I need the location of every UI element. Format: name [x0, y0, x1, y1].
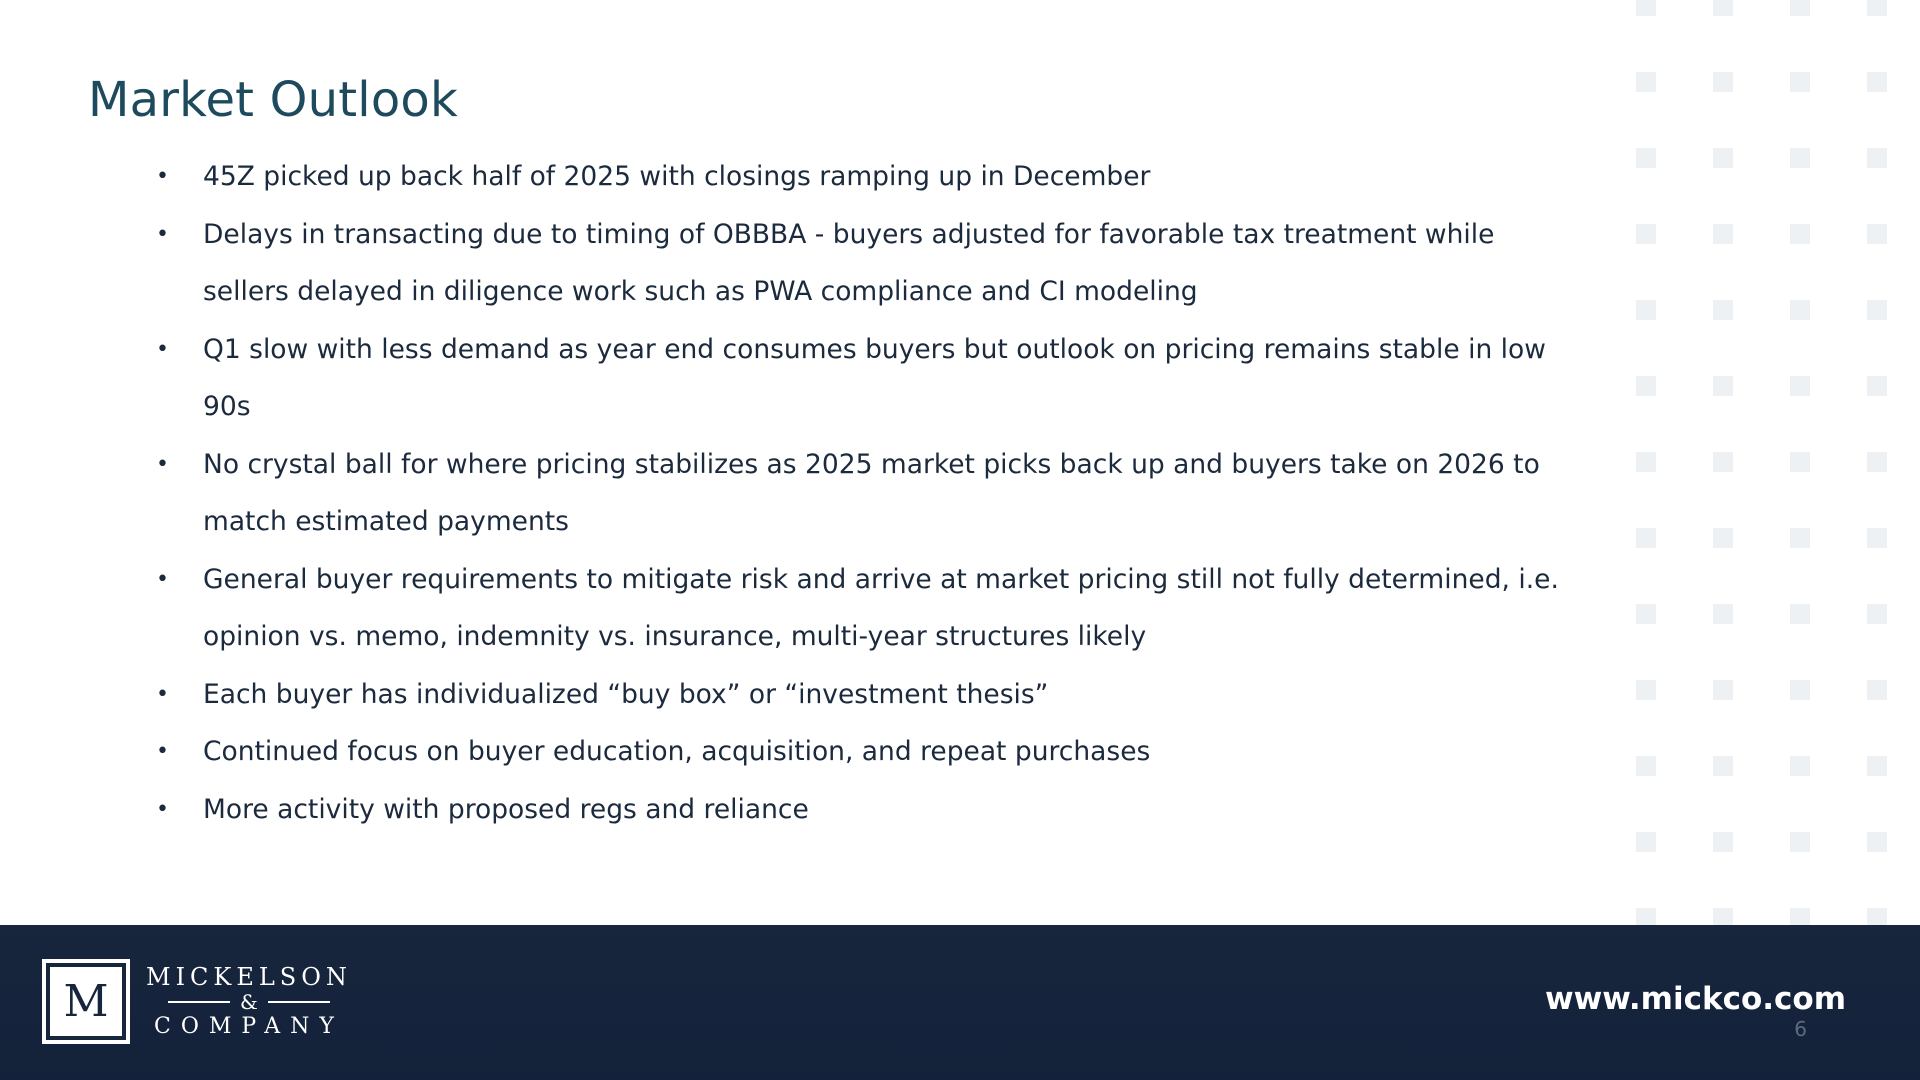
pattern-square — [1713, 528, 1733, 548]
pattern-square — [1636, 0, 1656, 16]
bullet-text: Each buyer has individualized “buy box” or “investment thesis” — [203, 678, 1049, 710]
bullet-text: General buyer requirements to mitigate risk and arrive at market pricing still not fully determined, i.e. opinion vs. memo, indemnity vs. insurance, multi-year structures likely — [203, 563, 1559, 652]
pattern-square — [1867, 756, 1887, 776]
logo-monogram: M — [50, 967, 122, 1036]
bullet-text: No crystal ball for where pricing stabilizes as 2025 market picks back up and buyers take on 2026 to match estimated payments — [203, 448, 1540, 537]
pattern-square — [1867, 376, 1887, 396]
bullet-text: Delays in transacting due to timing of OBBBA - buyers adjusted for favorable tax treatment while sellers delayed in diligence work such as PWA compliance and CI modeling — [203, 218, 1495, 307]
slide-title: Market Outlook — [88, 72, 458, 128]
pattern-square — [1790, 452, 1810, 472]
pattern-square — [1636, 832, 1656, 852]
page-number: 6 — [1794, 1017, 1807, 1041]
pattern-square — [1867, 680, 1887, 700]
logo-ampersand: & — [240, 989, 258, 1014]
pattern-square — [1867, 72, 1887, 92]
bullet-icon: • — [156, 221, 169, 247]
pattern-square — [1790, 756, 1810, 776]
bullet-item — [148, 321, 1568, 436]
bullet-icon: • — [156, 796, 169, 822]
bullet-item — [148, 436, 1568, 551]
logo-rule-right — [268, 1001, 330, 1003]
logo-wordmark — [146, 962, 352, 1042]
pattern-square — [1713, 300, 1733, 320]
company-logo — [42, 959, 352, 1044]
pattern-square — [1867, 832, 1887, 852]
bullet-text: Continued focus on buyer education, acquisition, and repeat purchases — [203, 736, 1151, 767]
pattern-square — [1867, 528, 1887, 548]
bullet-icon: • — [156, 681, 169, 707]
logo-rule-left — [168, 1001, 230, 1003]
pattern-square — [1636, 72, 1656, 92]
bullet-item — [148, 781, 1568, 839]
bullet-item — [148, 148, 1568, 206]
bullet-item — [148, 551, 1568, 666]
square-dot-pattern — [1636, 0, 1920, 921]
pattern-square — [1713, 604, 1733, 624]
pattern-square — [1713, 376, 1733, 396]
pattern-square — [1636, 300, 1656, 320]
pattern-square — [1713, 224, 1733, 244]
logo-line-mickelson: MICKELSON — [146, 962, 352, 991]
pattern-square — [1867, 452, 1887, 472]
pattern-square — [1867, 148, 1887, 168]
bullet-item — [148, 206, 1568, 321]
pattern-square — [1790, 148, 1810, 168]
pattern-square — [1636, 148, 1656, 168]
pattern-square — [1790, 300, 1810, 320]
pattern-square — [1790, 680, 1810, 700]
pattern-square — [1867, 0, 1887, 16]
pattern-square — [1790, 224, 1810, 244]
pattern-square — [1790, 376, 1810, 396]
pattern-square — [1867, 224, 1887, 244]
bullet-text: 45Z picked up back half of 2025 with closings ramping up in December — [203, 161, 1151, 192]
bullet-icon: • — [156, 164, 169, 189]
bullet-item — [148, 723, 1568, 781]
bullet-icon: • — [156, 566, 169, 592]
website-url[interactable]: www.mickco.com — [1544, 981, 1846, 1017]
bullet-list — [148, 148, 1568, 838]
pattern-square — [1636, 376, 1656, 396]
pattern-square — [1790, 832, 1810, 852]
pattern-square — [1790, 604, 1810, 624]
bullet-icon: • — [156, 336, 169, 362]
pattern-square — [1790, 528, 1810, 548]
pattern-square — [1713, 680, 1733, 700]
pattern-square — [1867, 300, 1887, 320]
footer-bar — [0, 925, 1920, 1080]
pattern-square — [1636, 756, 1656, 776]
pattern-square — [1713, 72, 1733, 92]
pattern-square — [1713, 148, 1733, 168]
bullet-item — [148, 666, 1568, 724]
pattern-square — [1790, 0, 1810, 16]
pattern-square — [1867, 604, 1887, 624]
bullet-icon: • — [156, 739, 169, 764]
pattern-square — [1713, 756, 1733, 776]
pattern-square — [1790, 72, 1810, 92]
pattern-square — [1713, 0, 1733, 16]
pattern-square — [1713, 832, 1733, 852]
pattern-square — [1636, 604, 1656, 624]
pattern-square — [1636, 224, 1656, 244]
logo-monogram-box — [42, 959, 130, 1044]
bullet-icon: • — [156, 451, 169, 477]
pattern-square — [1636, 452, 1656, 472]
pattern-square — [1636, 680, 1656, 700]
logo-line-company: COMPANY — [154, 1013, 344, 1039]
bullet-text: Q1 slow with less demand as year end consumes buyers but outlook on pricing remains stable in low 90s — [203, 333, 1546, 422]
pattern-square — [1636, 528, 1656, 548]
bullet-text: More activity with proposed regs and reliance — [203, 793, 809, 825]
pattern-square — [1713, 452, 1733, 472]
